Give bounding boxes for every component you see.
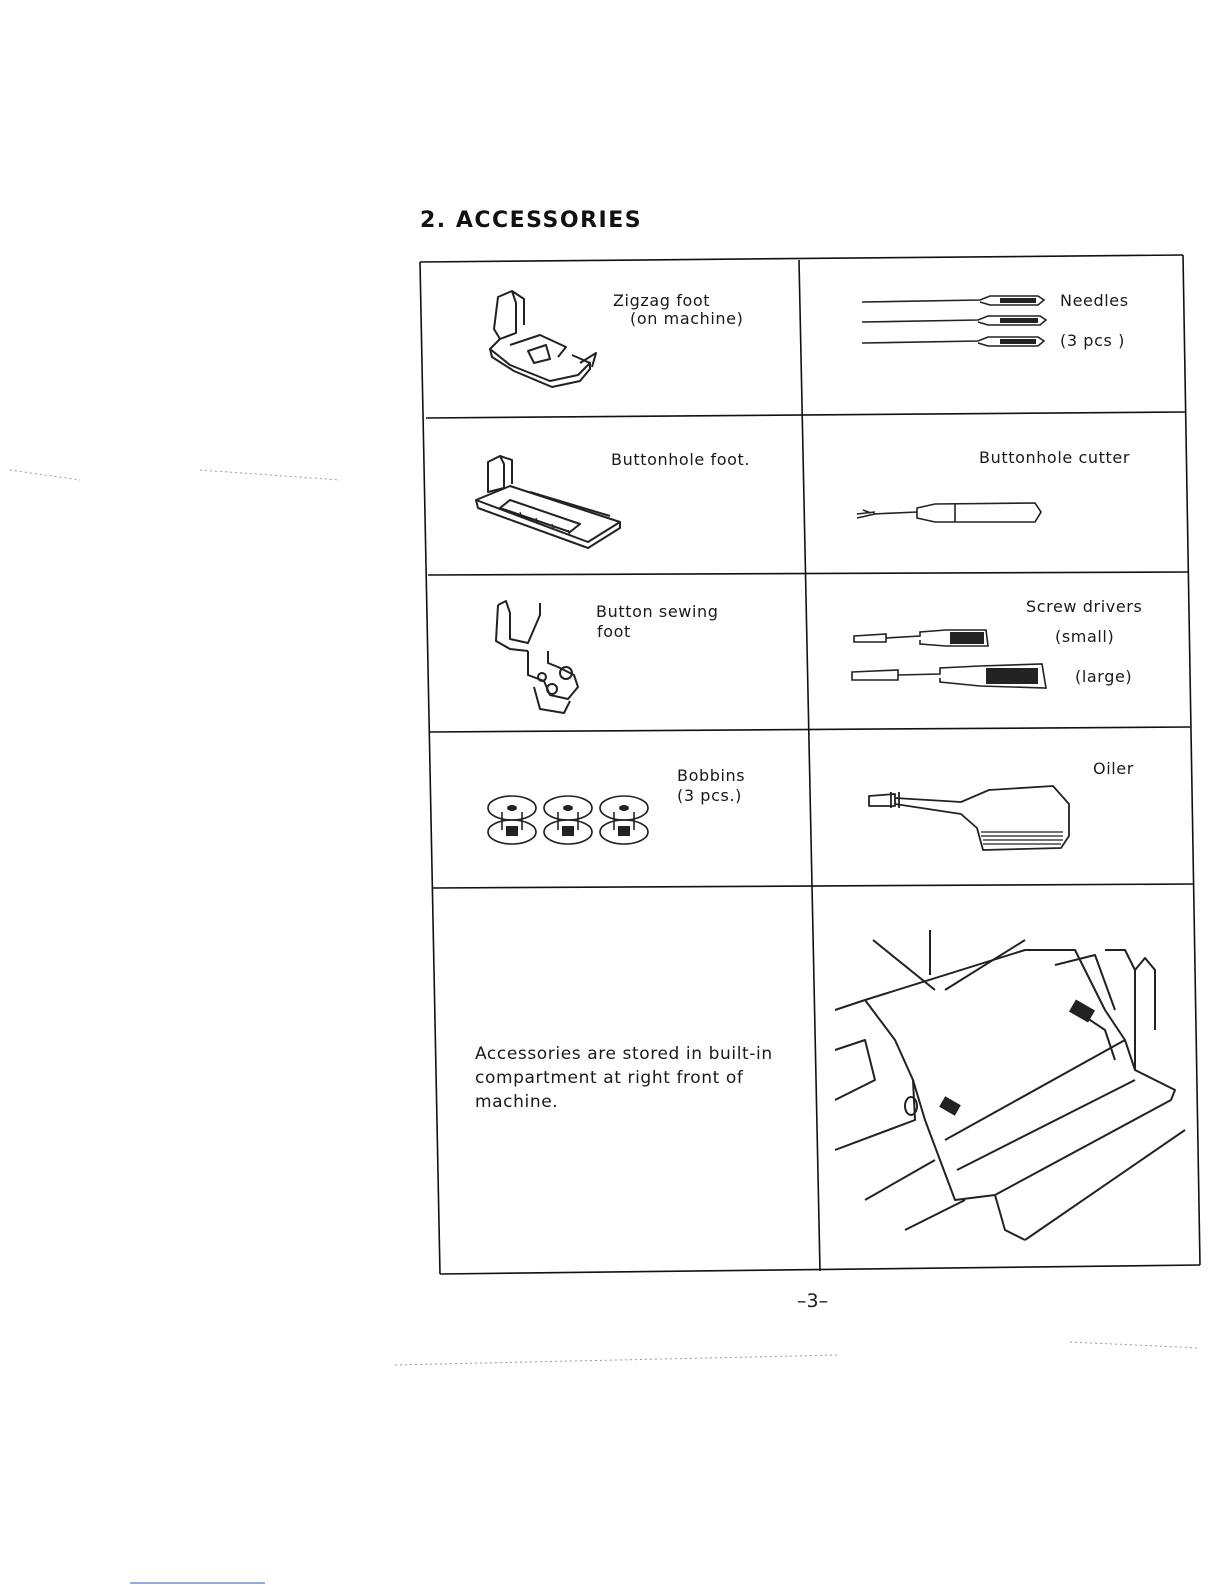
buttonhole-cutter-label: Buttonhole cutter [979,448,1131,467]
buttonhole-foot-label: Buttonhole foot. [611,450,751,469]
oiler-label: Oiler [1093,759,1134,778]
button-sewing-foot-label-line2: foot [597,622,631,641]
screw-drivers-label: Screw drivers [1026,597,1143,616]
button-sewing-foot-label-line1: Button sewing [596,602,719,621]
page-title: 2. ACCESSORIES [420,208,643,233]
page-number: –3– [797,1290,829,1312]
screw-drivers-small: (small) [1055,627,1115,646]
bobbins-label: Bobbins [677,766,746,785]
zigzag-foot-label: Zigzag foot [613,291,711,310]
needles-label: Needles [1060,291,1129,310]
needles-qty: (3 pcs ) [1060,331,1125,350]
storage-note: Accessories are stored in built-in compartment at right front of machine. [475,1044,773,1112]
screw-drivers-large: (large) [1075,667,1133,686]
bobbins-qty: (3 pcs.) [677,786,742,805]
zigzag-foot-note: (on machine) [630,309,744,328]
